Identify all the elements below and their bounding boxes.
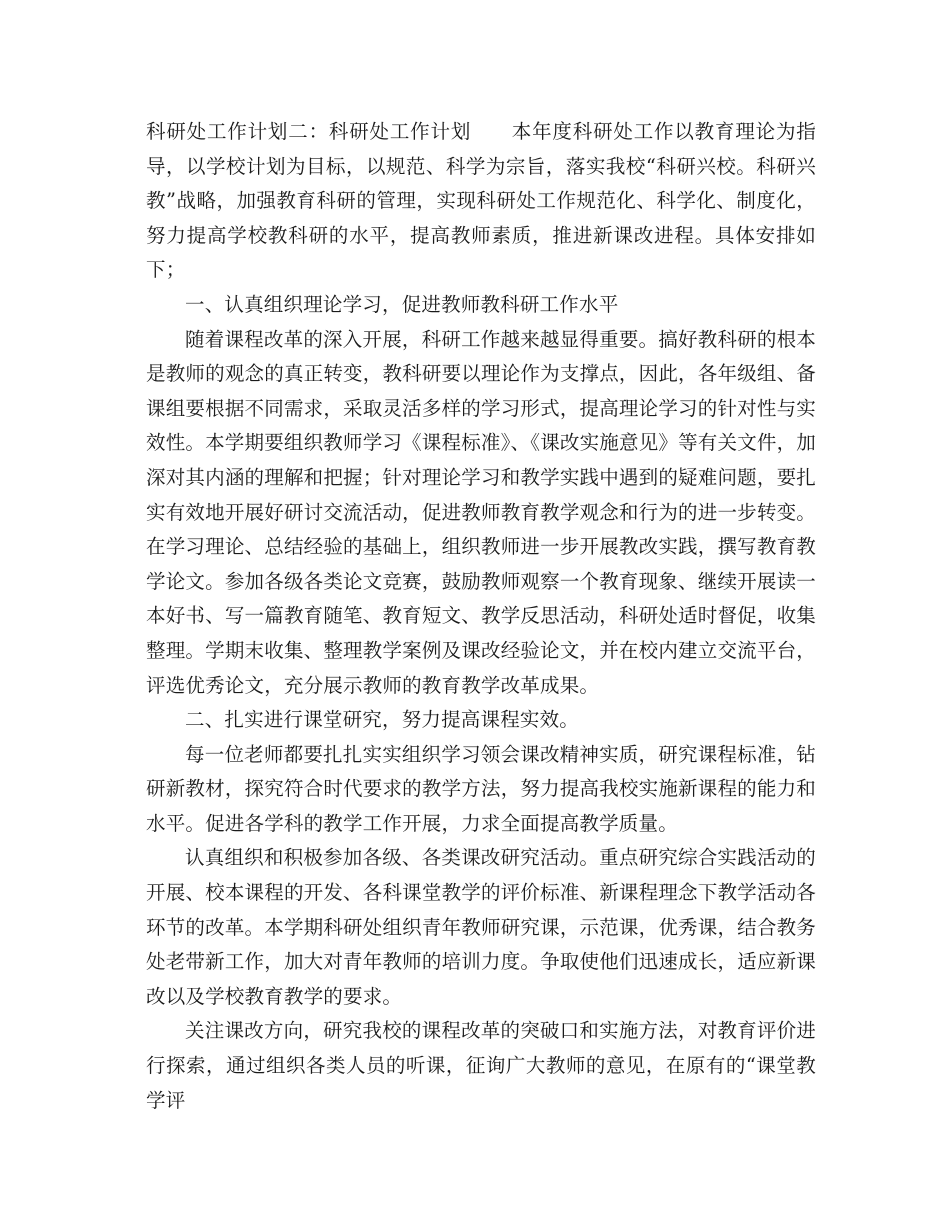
section-heading-2: 二、扎实进行课堂研究，努力提高课程实效。	[185, 708, 580, 732]
section-2-paragraph-2: 认真组织和积极参加各级、各类课改研究活动。重点研究综合实践活动的开展、校本课程的开发、各科课堂教学的评价标准、新课程理念下教学活动各环节的改革。本学期科研处组织青年教师研究课，示范课，优秀课，结合教务处老带新工作，加大对青年教师的培训力度。争取使他们迅速成长，适应新课改以及学校教育教学的要求。	[146, 846, 816, 1008]
document-body	[146, 115, 816, 1118]
section-2-paragraph-3: 关注课改方向，研究我校的课程改革的突破口和实施方法，对教育评价进行探索，通过组织各类人员的听课，征询广大教师的意见，在原有的“课堂教学评	[146, 1019, 816, 1112]
intro-paragraph: 科研处工作计划二：科研处工作计划 本年度科研处工作以教育理论为指导，以学校计划为目标，以规范、科学为宗旨，落实我校“科研兴校。科研兴教”战略，加强教育科研的管理，实现科研处工作规范化、科学化、制度化，努力提高学校教科研的水平，提高教师素质，推进新课改进程。具体安排如下；	[146, 120, 816, 282]
section-2-paragraph-1: 每一位老师都要扎扎实实组织学习领会课改精神实质，研究课程标准，钻研新教材，探究符合时代要求的教学方法，努力提高我校实施新课程的能力和水平。促进各学科的教学工作开展，力求全面提高教学质量。	[146, 742, 816, 835]
section-heading-1: 一、认真组织理论学习，促进教师教科研工作水平	[185, 292, 619, 316]
section-1-paragraph: 随着课程改革的深入开展，科研工作越来越显得重要。搞好教科研的根本是教师的观念的真正转变，教科研要以理论作为支撑点，因此，各年级组、备课组要根据不同需求，采取灵活多样的学习形式，提高理论学习的针对性与实效性。本学期要组织教师学习《课程标准》、《课改实施意见》等有关文件，加深对其内涵的理解和把握；针对理论学习和教学实践中遇到的疑难问题，要扎实有效地开展好研讨交流活动，促进教师教育教学观念和行为的进一步转变。在学习理论、总结经验的基础上，组织教师进一步开展教改实践，撰写教育教学论文。参加各级各类论文竞赛，鼓励教师观察一个教育现象、继续开展读一本好书、写一篇教育随笔、教育短文、教学反思活动，科研处适时督促，收集整理。学期末收集、整理教学案例及课改经验论文，并在校内建立交流平台，评选优秀论文，充分展示教师的教育教学改革成果。	[146, 327, 817, 697]
